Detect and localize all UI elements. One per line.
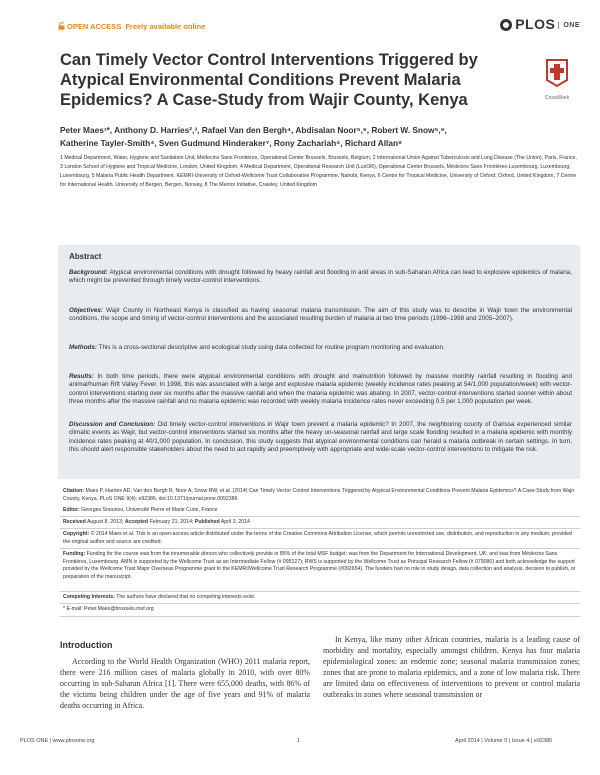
plos-logo-icon: [500, 19, 512, 31]
abstract-heading: Abstract: [69, 252, 102, 261]
article-title: Can Timely Vector Control Interventions Triggered by Atypical Environmental Conditions Prevent Malaria Epidemics? A Case-Study from Wajir County, Kenya: [60, 51, 478, 109]
brand-suffix: ONE: [558, 22, 580, 29]
citation: Citation: Maes P, Harries AD, Van den Bergh R, Noor A, Snow RW, et al. (2014) Can Timely Vector Control Interventions Triggered by Atypical Environmental Conditions Prevent Malaria Epidemics? A Case-Study from Wajir County, Kenya. PLoS ONE 9(4): e92386. doi:10.1371/journal.pone.0092386: [63, 488, 575, 502]
funding: Funding: Funding for the course was from the innumerable donors who collectively provide in 85% of the total MSF budget; was from the Department for International Development, UK; and was from Médecins Sans Frontières, Luxembourg. AMN is supported by the Wellcome Trust as an Intermediate Fellow (# 095127); RWS is supported by the Wellcome Trust as Principal Research Fellow (# 079080) and both acknowledge the support provided by the Wellcome Trust Major Overseas Programme grant to the KEMRI/Wellcome Trust Research Programme (#092654). The funders had no role in study design, data collection and analysis, decision to publish, or preparation of the manuscript.: [63, 551, 576, 580]
abstract-discussion: Discussion and Conclusion: Did timely vector-control interventions in Wajir town prevent a malaria epidemic? In 2007, the neighboring county of Garissa experienced similar climatic events as Wajir, but vector-control interventions started six months after the heavy un-seasonal rainfall and large scale flooding resulted in a malaria epidemic with monthly incidence rates peaking at 40/1,000 population. In conclusion, this study suggests that atypical environmental conditions can herald a malaria outbreak in certain settings. In turn, this should alert responsible stakeholders about the need to act rapidly and preemptively with appropriate and wide-scale vector-control interventions to mitigate the risk.: [69, 421, 573, 454]
divider: [60, 528, 580, 529]
dates: Received August 8, 2013; Accepted February 21, 2014; Published April 3, 2014: [63, 519, 250, 525]
author-list: [60, 124, 580, 150]
copyright: Copyright: © 2014 Maes et al. This is an open-access article distributed under the terms of the Creative Commons Attribution License, which permits unrestricted use, distribution, and reproduction in any medium, provided the original author and source are credited.: [63, 531, 572, 545]
authors-line-2: Katherine Tayler-Smith⁴, Sven Gudmund Hinderaker⁷, Rony Zachariah⁴, Richard Allan⁸: [60, 138, 402, 148]
methods-label: Methods:: [69, 344, 97, 351]
competing-interests: Competing Interests: The authors have declared that no competing interests exist.: [63, 594, 256, 600]
divider: [60, 548, 580, 549]
objectives-label: Objectives:: [69, 307, 103, 314]
results-label: Results:: [69, 373, 94, 380]
open-access-label: [58, 22, 205, 31]
crossmark-badge[interactable]: [532, 58, 582, 101]
crossmark-label: CrossMark: [544, 95, 570, 101]
journal-brand: [500, 16, 580, 32]
editor: Editor: Georges Snounou, Université Pierre et Marie Curie, France: [63, 507, 218, 513]
abstract-objectives: Objectives: Wajir County in Northeast Kenya is classified as having seasonal malaria transmission. The aim of this study was to describe in Wajir town the environmental conditions, the scope and timing of vector-control interventions and the associated resulting burden of malaria at two time periods (1996–1998 and 2005–2007).: [69, 307, 573, 323]
authors-line-1: Peter Maes¹*, Anthony D. Harries²,³, Rafael Van den Bergh⁴, Abdisalan Noor⁵,⁶, Robert W. Snow⁵,⁶,: [60, 125, 447, 135]
freely-available-text: Freely available online: [125, 22, 206, 31]
divider: [60, 616, 580, 617]
divider: [60, 516, 580, 517]
footer-issue: April 2014 | Volume 9 | Issue 4 | e92386: [455, 738, 553, 744]
abstract-background: Background: Atypical environmental conditions with drought followed by heavy rainfall and flooding in arid areas in sub-Saharan Africa can lead to explosive epidemics of malaria, which might be prevented through timely vector-control interventions.: [69, 269, 572, 285]
abstract-methods: Methods: This is a cross-sectional descriptive and ecological study using data collected for routine program monitoring and evaluation.: [69, 344, 445, 351]
body-column-right: In Kenya, like many other African countries, malaria is a leading cause of morbidity and mortality, especially amongst children. Kenya has four malaria epidemiological zones: an endemic zone; seasonal malaria transmission zones; zones that are prone to malaria epidemics, and a zone of low malaria risk. There are limited data on effectiveness of interventions to prevent or control malaria outbreaks in zones where seasonal transmission or: [323, 635, 580, 699]
abstract-results: Results: In both time periods, there were atypical environmental conditions with drought and malnutrition followed by massive monthly rainfall resulting in flooding and animal/human Rift Valley Fever. In 1998, this was associated with a large and explosive malaria epidemic (weekly incidence rates peaking at 54/1,000 population/week) with vector-control interventions starting over six months after the massive rainfall and when the malaria epidemic was abating. In 2007, vector-control interventions started sooner within about three months after the massive rainfall and no malaria epidemic was recorded with weekly malaria incidence rates never exceeding 0.5 per 1,000 population per week.: [69, 373, 573, 406]
discussion-label: Discussion and Conclusion:: [69, 421, 156, 428]
open-lock-icon: [58, 22, 65, 30]
divider: [60, 603, 580, 604]
crossmark-icon: [544, 58, 570, 88]
footer-journal: PLOS ONE | www.plosone.org: [20, 738, 95, 744]
brand-name: PLOS: [515, 16, 556, 32]
corresponding-email[interactable]: * E-mail: Peter.Maes@brussels.msf.org: [63, 606, 154, 612]
open-access-text: OPEN ACCESS: [67, 22, 122, 31]
body-column-left: According to the World Health Organization (WHO) 2011 malaria report, there were 216 million cases of malaria globally in 2010, with over 80% occurring in sub-Saharan Africa [1]. There were 655,000 deaths, with 86% of the victims being children under the age of five years and 91% of malaria deaths occurring in Africa.: [60, 657, 310, 710]
divider: [60, 591, 580, 592]
affiliations: 1 Medical Department, Water, Hygiene and Sanitation Unit, Médecins Sans Frontières, Operational Center Brussels, Brussels, Belgium, 2 International Union Against Tuberculosis and Lung Disease (The Union), Paris, France, 3 London School of Hygiene and Tropical Medicine, London, United Kingdom, 4 Medical Department, Operational Research Unit (LuxOR), Operational Center Brussels, Médecins Sans Frontières-Luxembourg, Luxembourg, Luxembourg, 5 Malaria Public Health Department, KEMRI-University of Oxford-Wellcome Trust Collaborative Programme, Nairobi, Kenya, 6 Centre for Tropical Medicine, University of Oxford, Oxford, United Kingdom, 7 Centre for International Health, University of Bergen, Bergen, Norway, 8 The Mentor Initiative, Crawley, United Kingdom: [60, 155, 577, 188]
background-label: Background:: [69, 269, 108, 276]
footer-page-number: 1: [297, 738, 301, 744]
section-heading-introduction: Introduction: [60, 640, 113, 650]
